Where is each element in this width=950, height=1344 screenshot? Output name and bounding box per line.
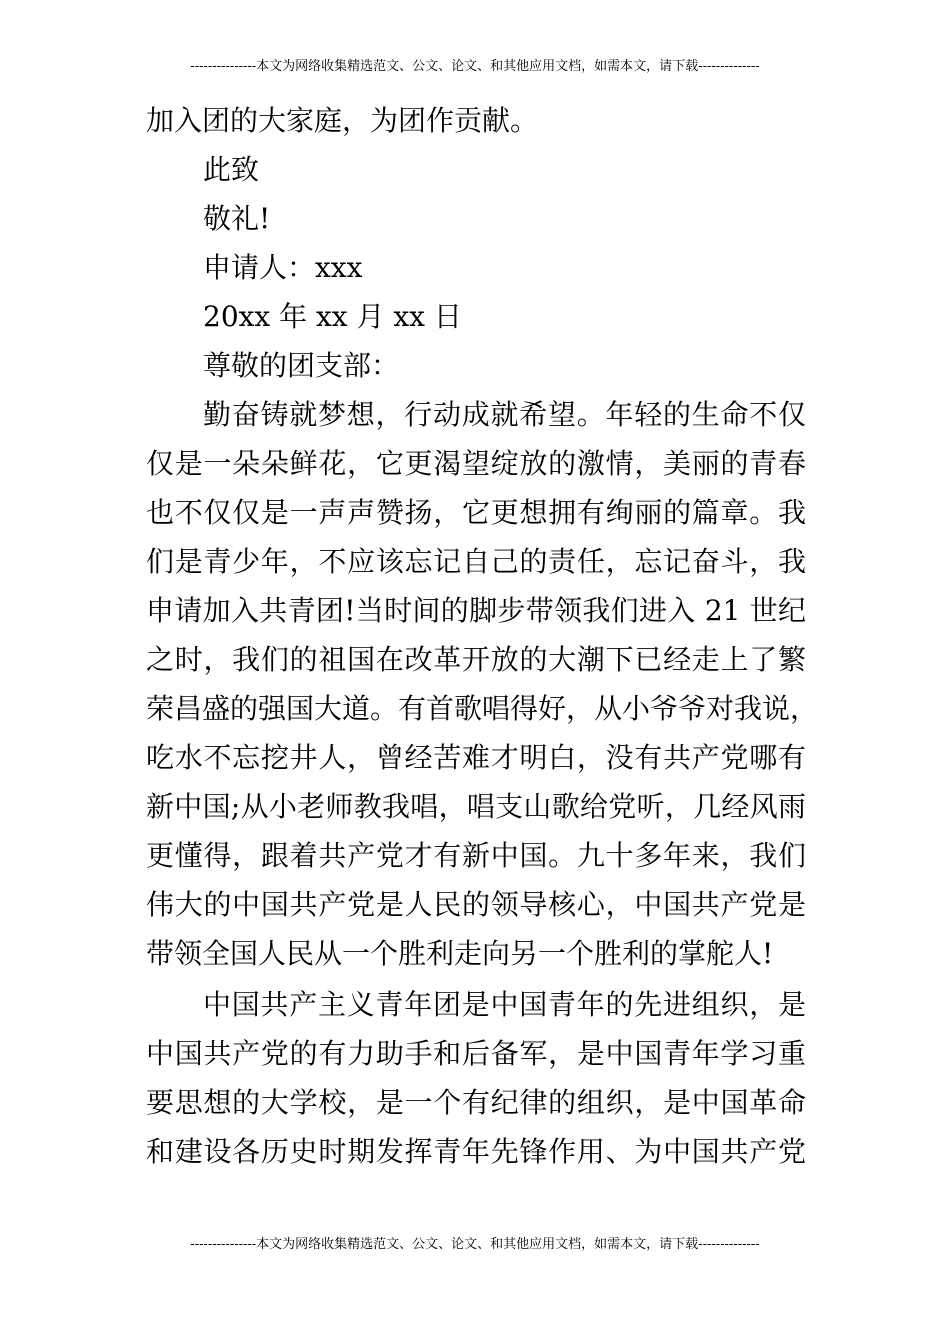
closing-regards: 敬礼! <box>203 202 271 235</box>
header-banner: ---------------本文为网络收集精选范文、公文、论文、和其他应用文档，如需本文，请下载-------------- <box>190 59 760 74</box>
body-line: 带领全国人民从一个胜利走向另一个胜利的掌舵人! <box>146 937 774 970</box>
body-line: 新中国;从小老师教我唱，唱支山歌给党听，几经风雨 <box>146 790 806 823</box>
body-line: 伟大的中国共产党是人民的领导核心，中国共产党是 <box>146 888 806 921</box>
footer-banner: ---------------本文为网络收集精选范文、公文、论文、和其他应用文档，如需本文，请下载-------------- <box>190 1237 760 1252</box>
body-line: 和建设各历史时期发挥青年先锋作用、为中国共产党 <box>146 1135 806 1168</box>
body-line: 之时，我们的祖国在改革开放的大潮下已经走上了繁 <box>146 643 806 676</box>
document-body <box>146 96 819 1176</box>
body-line: 申请加入共青团!当时间的脚步带领我们进入 21 世纪 <box>146 594 806 627</box>
body-line: 们是青少年，不应该忘记自己的责任，忘记奋斗，我 <box>146 545 806 578</box>
body-line: 仅是一朵朵鲜花，它更渴望绽放的激情，美丽的青春 <box>146 447 806 480</box>
body-line: 勤奋铸就梦想，行动成就希望。年轻的生命不仅 <box>203 398 806 431</box>
body-line: 更懂得，跟着共产党才有新中国。九十多年来，我们 <box>146 839 806 872</box>
application-date: 20xx 年 xx 月 xx 日 <box>203 300 462 333</box>
body-line: 也不仅仅是一声声赞扬，它更想拥有绚丽的篇章。我 <box>146 496 806 529</box>
body-line: 中国共产党的有力助手和后备军，是中国青年学习重 <box>146 1037 806 1070</box>
body-line: 加入团的大家庭，为团作贡献。 <box>146 104 539 137</box>
closing-salutation: 此致 <box>203 153 260 186</box>
body-line: 中国共产主义青年团是中国青年的先进组织，是 <box>203 988 806 1021</box>
letter-greeting: 尊敬的团支部： <box>203 349 400 382</box>
body-line: 吃水不忘挖井人，曾经苦难才明白，没有共产党哪有 <box>146 741 806 774</box>
body-line: 要思想的大学校，是一个有纪律的组织，是中国革命 <box>146 1086 806 1119</box>
body-line: 荣昌盛的强国大道。有首歌唱得好，从小爷爷对我说， <box>146 692 819 725</box>
applicant-name: 申请人：xxx <box>203 251 363 284</box>
